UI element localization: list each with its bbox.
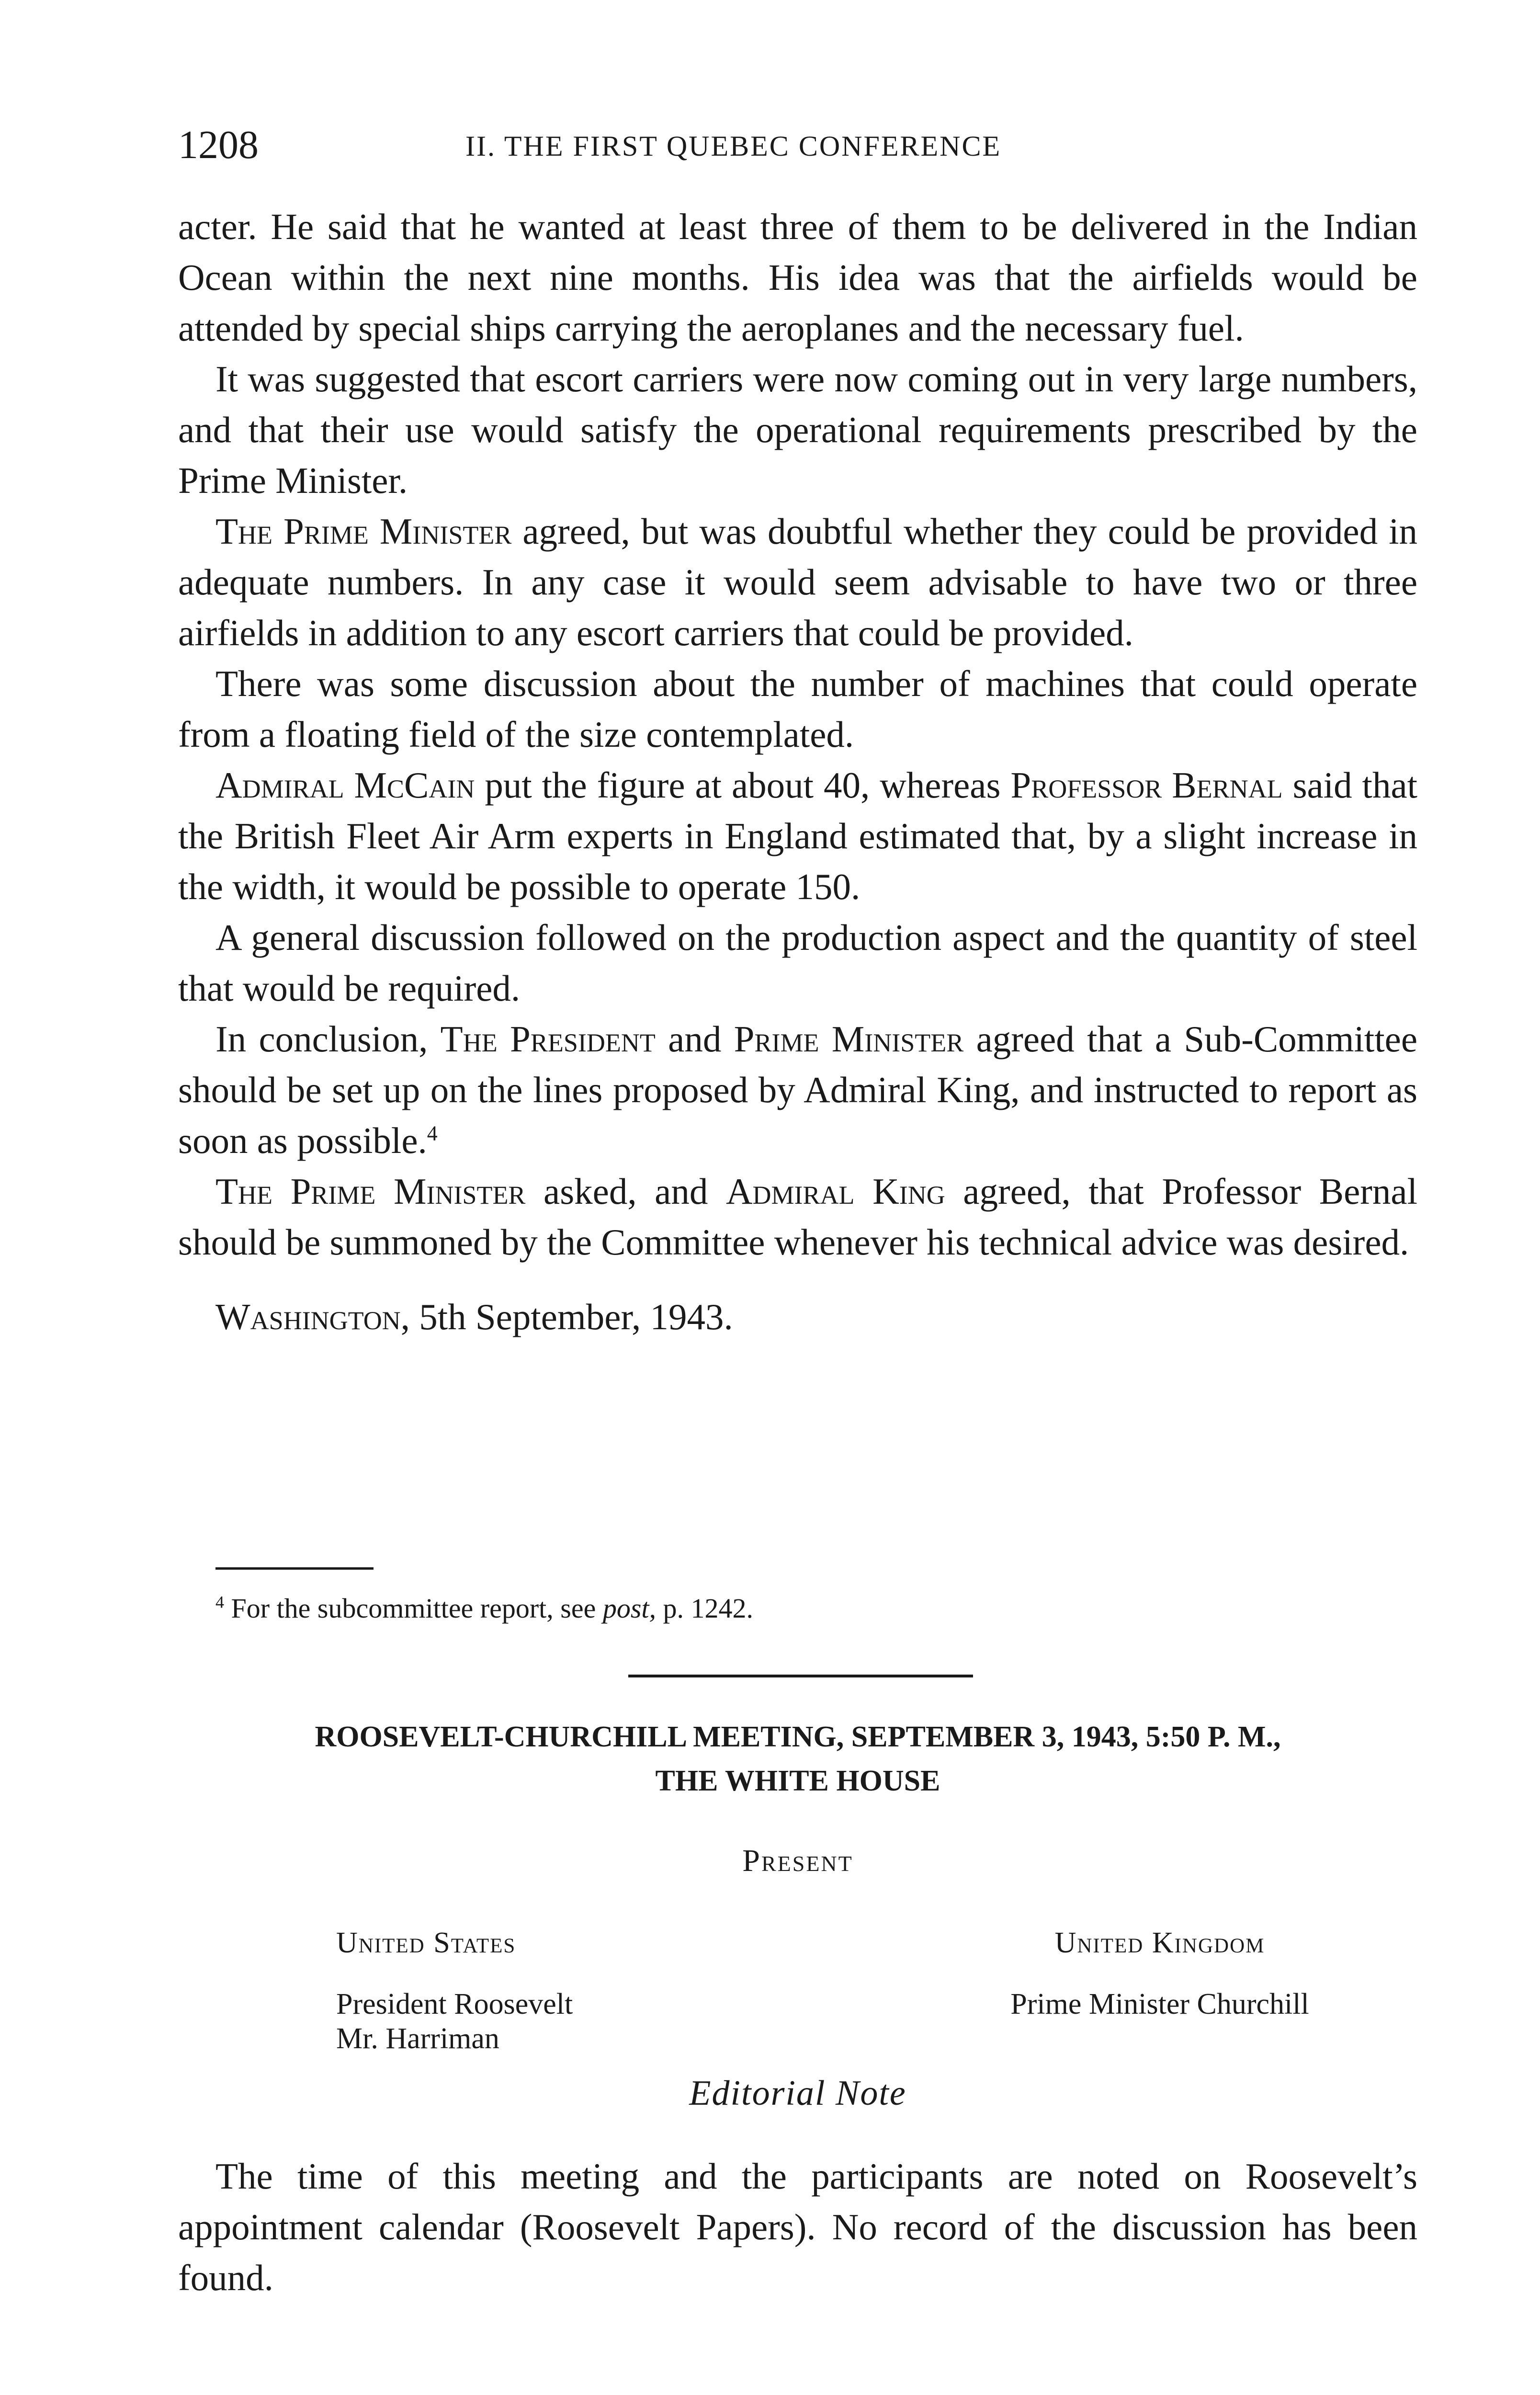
- paragraph-text: asked, and: [525, 1171, 726, 1212]
- paragraph-text: agreed, but was doubtful whether they could be provided in adequate numbers. In any case it would seem advisable to have two or three airfields in addition to any escort carriers that could be provided.: [178, 511, 1417, 653]
- meeting-heading-line-2: THE WHITE HOUSE: [655, 1765, 940, 1797]
- paragraph-2: It was suggested that escort carriers were now coming out in very large numbers, and that their use would satisfy the operational requirements prescribed by the Prime Minister.: [178, 358, 1417, 501]
- paragraph-8: [178, 1166, 1417, 1267]
- footnote-text: For the subcommittee report, see: [224, 1593, 603, 1624]
- editorial-note-paragraph: The time of this meeting and the participants are noted on Roosevelt’s appointment calendar (Roosevelt Papers). No record of the discussion has been found.: [178, 2156, 1417, 2298]
- running-head: [178, 119, 1417, 171]
- footnote-marker: 4: [215, 1592, 224, 1612]
- document-page: [178, 0, 1417, 2395]
- paragraph-6: A general discussion followed on the production aspect and the quantity of steel that would be required.: [178, 917, 1417, 1009]
- participants-united-states: [336, 1926, 815, 2056]
- editorial-note-title: Editorial Note: [689, 2074, 906, 2113]
- editorial-note-body: [178, 2151, 1417, 2303]
- paragraph-7: [178, 1014, 1417, 1166]
- paragraph-5: [178, 760, 1417, 912]
- speaker-name: Admiral McCain: [215, 764, 475, 806]
- section-divider: [628, 1675, 973, 1677]
- participant: President Roosevelt: [336, 1988, 573, 2020]
- meeting-heading-line-1: ROOSEVELT-CHURCHILL MEETING, SEPTEMBER 3, 1943, 5:50 P. M.,: [315, 1721, 1281, 1753]
- paragraph-text: agreed that a Sub-Committee should be set up on the lines proposed by Admiral King, and instructed to report as soon as possible.: [178, 1018, 1418, 1161]
- meeting-heading: [178, 1715, 1417, 1803]
- paragraph-text: put the figure at about 40, whereas: [475, 764, 1011, 806]
- speaker-name: Professor Bernal: [1010, 764, 1283, 806]
- paragraph-3: [178, 506, 1417, 658]
- paragraph-text: said that the British Fleet Air Arm experts in England estimated that, by a slight increase in the width, it would be possible to operate 150.: [178, 764, 1418, 907]
- dateline-date: , 5th September, 1943.: [400, 1296, 733, 1337]
- present-label: Present: [742, 1843, 853, 1878]
- footnote-italic: post,: [602, 1593, 657, 1624]
- participants-united-kingdom: [920, 1926, 1399, 2021]
- speaker-name: Prime Minister: [734, 1018, 964, 1060]
- participant: Prime Minister Churchill: [1010, 1988, 1309, 2020]
- main-text: [178, 201, 1417, 1342]
- paragraph-text: agreed, that Professor Bernal should be summoned by the Committee whenever his technical advice was desired.: [178, 1171, 1417, 1263]
- dateline: [178, 1291, 1417, 1342]
- dateline-place: Washington: [215, 1296, 401, 1337]
- footnote-reference[interactable]: 4: [427, 1121, 438, 1145]
- footnote-divider: [215, 1567, 374, 1570]
- paragraph-4: There was some discussion about the number of machines that could operate from a floating field of the size contemplated.: [178, 663, 1417, 755]
- footnote: [215, 1589, 1365, 1628]
- page-number: 1208: [178, 123, 259, 167]
- speaker-name: Admiral King: [725, 1171, 945, 1212]
- paragraph-text: and: [655, 1018, 734, 1060]
- participant: Mr. Harriman: [336, 2022, 499, 2055]
- speaker-name: The President: [440, 1018, 656, 1060]
- running-title: II. THE FIRST QUEBEC CONFERENCE: [465, 130, 1002, 162]
- uk-label: United Kingdom: [1054, 1927, 1265, 1959]
- paragraph-text: In conclusion,: [215, 1018, 441, 1060]
- footnote-page-ref: p. 1242.: [656, 1593, 754, 1624]
- paragraph-1: acter. He said that he wanted at least three of them to be delivered in the Indian Ocean within the next nine months. His idea was that the airfields would be attended by special ships carrying the aeroplanes and the necessary fuel.: [178, 206, 1417, 349]
- us-label: United States: [336, 1927, 516, 1959]
- speaker-name: The Prime Minister: [215, 511, 512, 552]
- speaker-name: The Prime Minister: [215, 1171, 526, 1212]
